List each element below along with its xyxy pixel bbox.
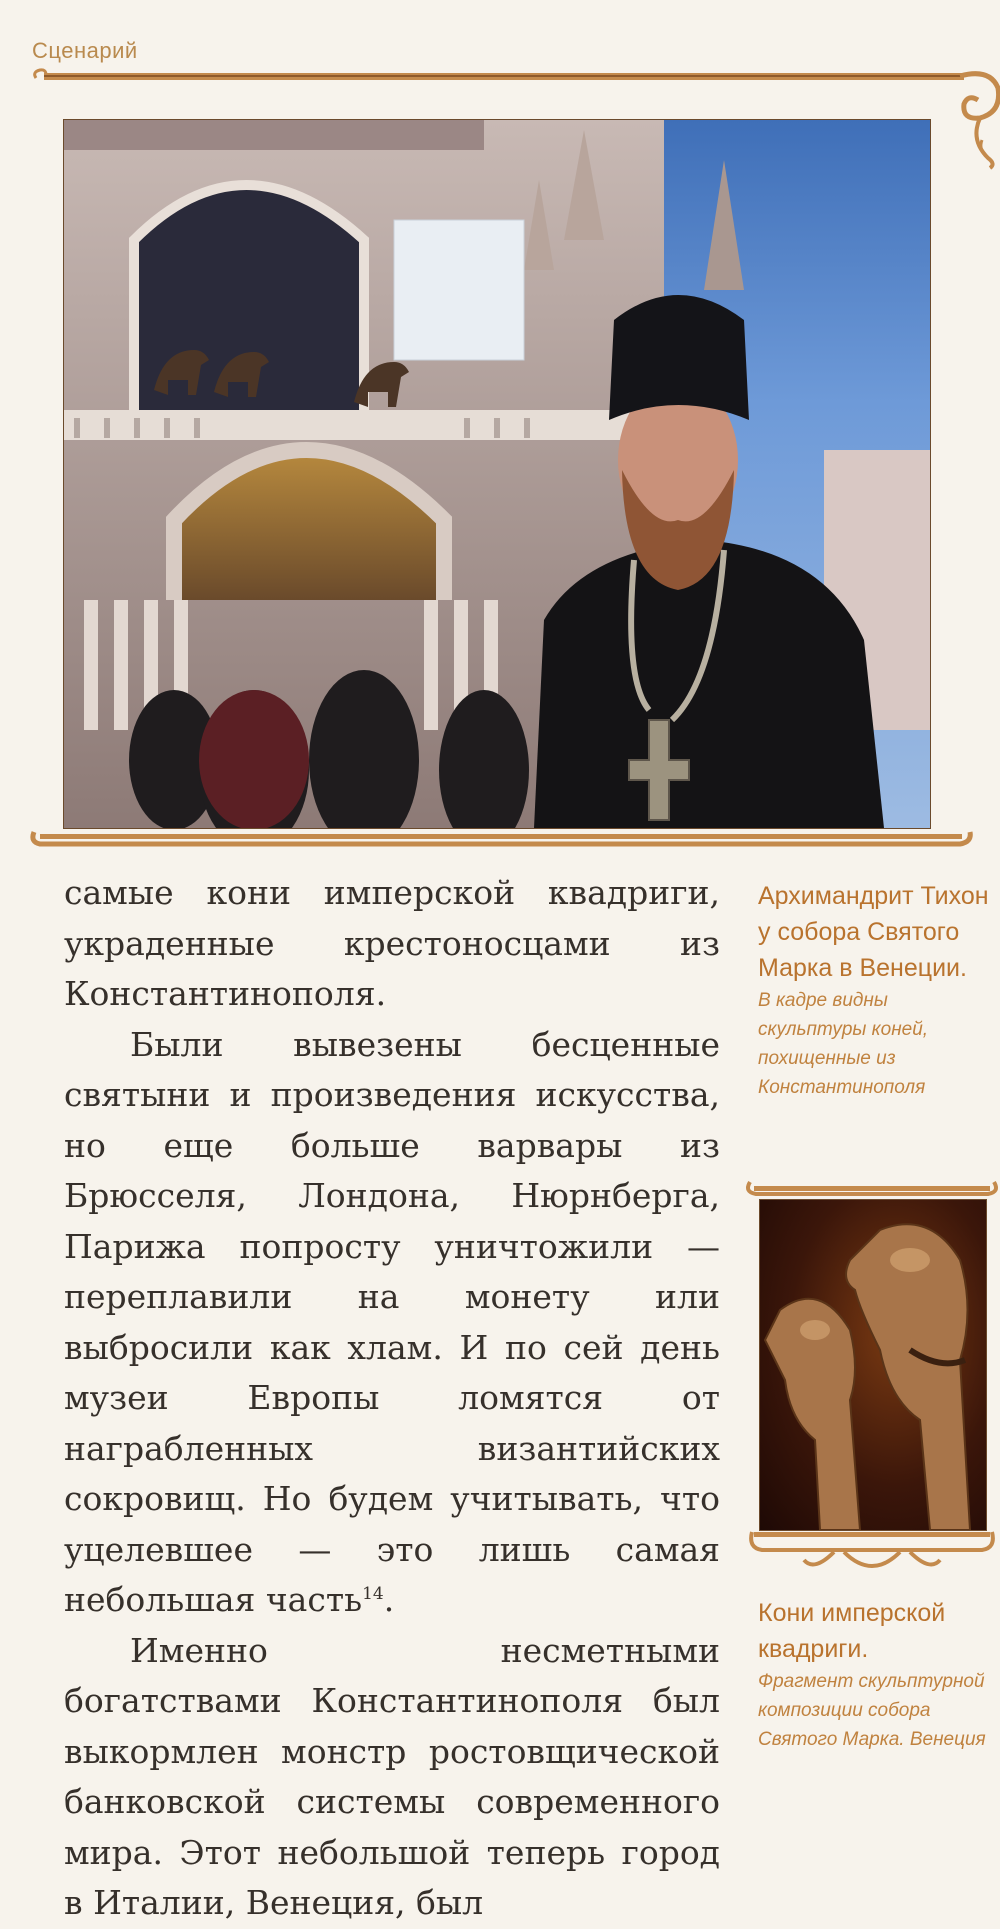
paragraph-1: самые кони имперской квадриги, украденные крестоносцами из Константинополя. bbox=[64, 873, 720, 1013]
horse-photo-bottom-ornament bbox=[744, 1528, 1000, 1584]
caption-horses-photo bbox=[758, 1595, 994, 1754]
caption-main-photo bbox=[758, 878, 994, 1102]
photo-bottom-rule bbox=[30, 828, 975, 850]
horses-photo bbox=[760, 1200, 986, 1530]
paragraph-3: Именно несметными богатствами Константинополя был выкормлен монстр ростовщической банковской системы современного мира. Этот небольшой теперь город в Италии, Венеция, был bbox=[64, 1630, 720, 1922]
running-head: Сценарий bbox=[32, 38, 138, 63]
main-photo bbox=[64, 120, 930, 828]
body-text bbox=[64, 868, 720, 1929]
paragraph-2-text: Были вывезены бесценные святыни и произведения искусства, но еще больше варвары из Брюсселя, Лондона, Нюрнберга, Парижа попросту уничтожили — переплавили на монету или выбросили как хлам. И по сей день музеи Европы ломятся от награбленных византийских сокровищ. Но будем учитывать, что уцелевшее — это лишь самая небольшая часть bbox=[64, 1024, 720, 1619]
horse-photo-top-ornament bbox=[744, 1176, 1000, 1202]
paragraph-2: Были вывезены бесценные святыни и произведения искусства, но еще больше варвары из Брюсселя, Лондона, Нюрнберга, Парижа попросту уничтожили — переплавили на монету или выбросили как хлам. И по сей день музеи Европы ломятся от награбленных византийских сокровищ. Но будем учитывать, что уцелевшее — это лишь самая небольшая часть$^{14}$. bbox=[64, 1024, 720, 1619]
caption-subtitle: Фрагмент скульптурной композиции собора Святого Марка. Венеция bbox=[758, 1671, 986, 1750]
footnote-ref[interactable]: 14 bbox=[362, 1584, 384, 1604]
caption-subtitle: В кадре видны скульптуры коней, похищенные из Константинополя bbox=[758, 990, 929, 1098]
caption-title: Архимандрит Тихон у собора Святого Марка в Венеции. bbox=[758, 882, 989, 982]
caption-title: Кони имперской квадриги. bbox=[758, 1599, 946, 1663]
